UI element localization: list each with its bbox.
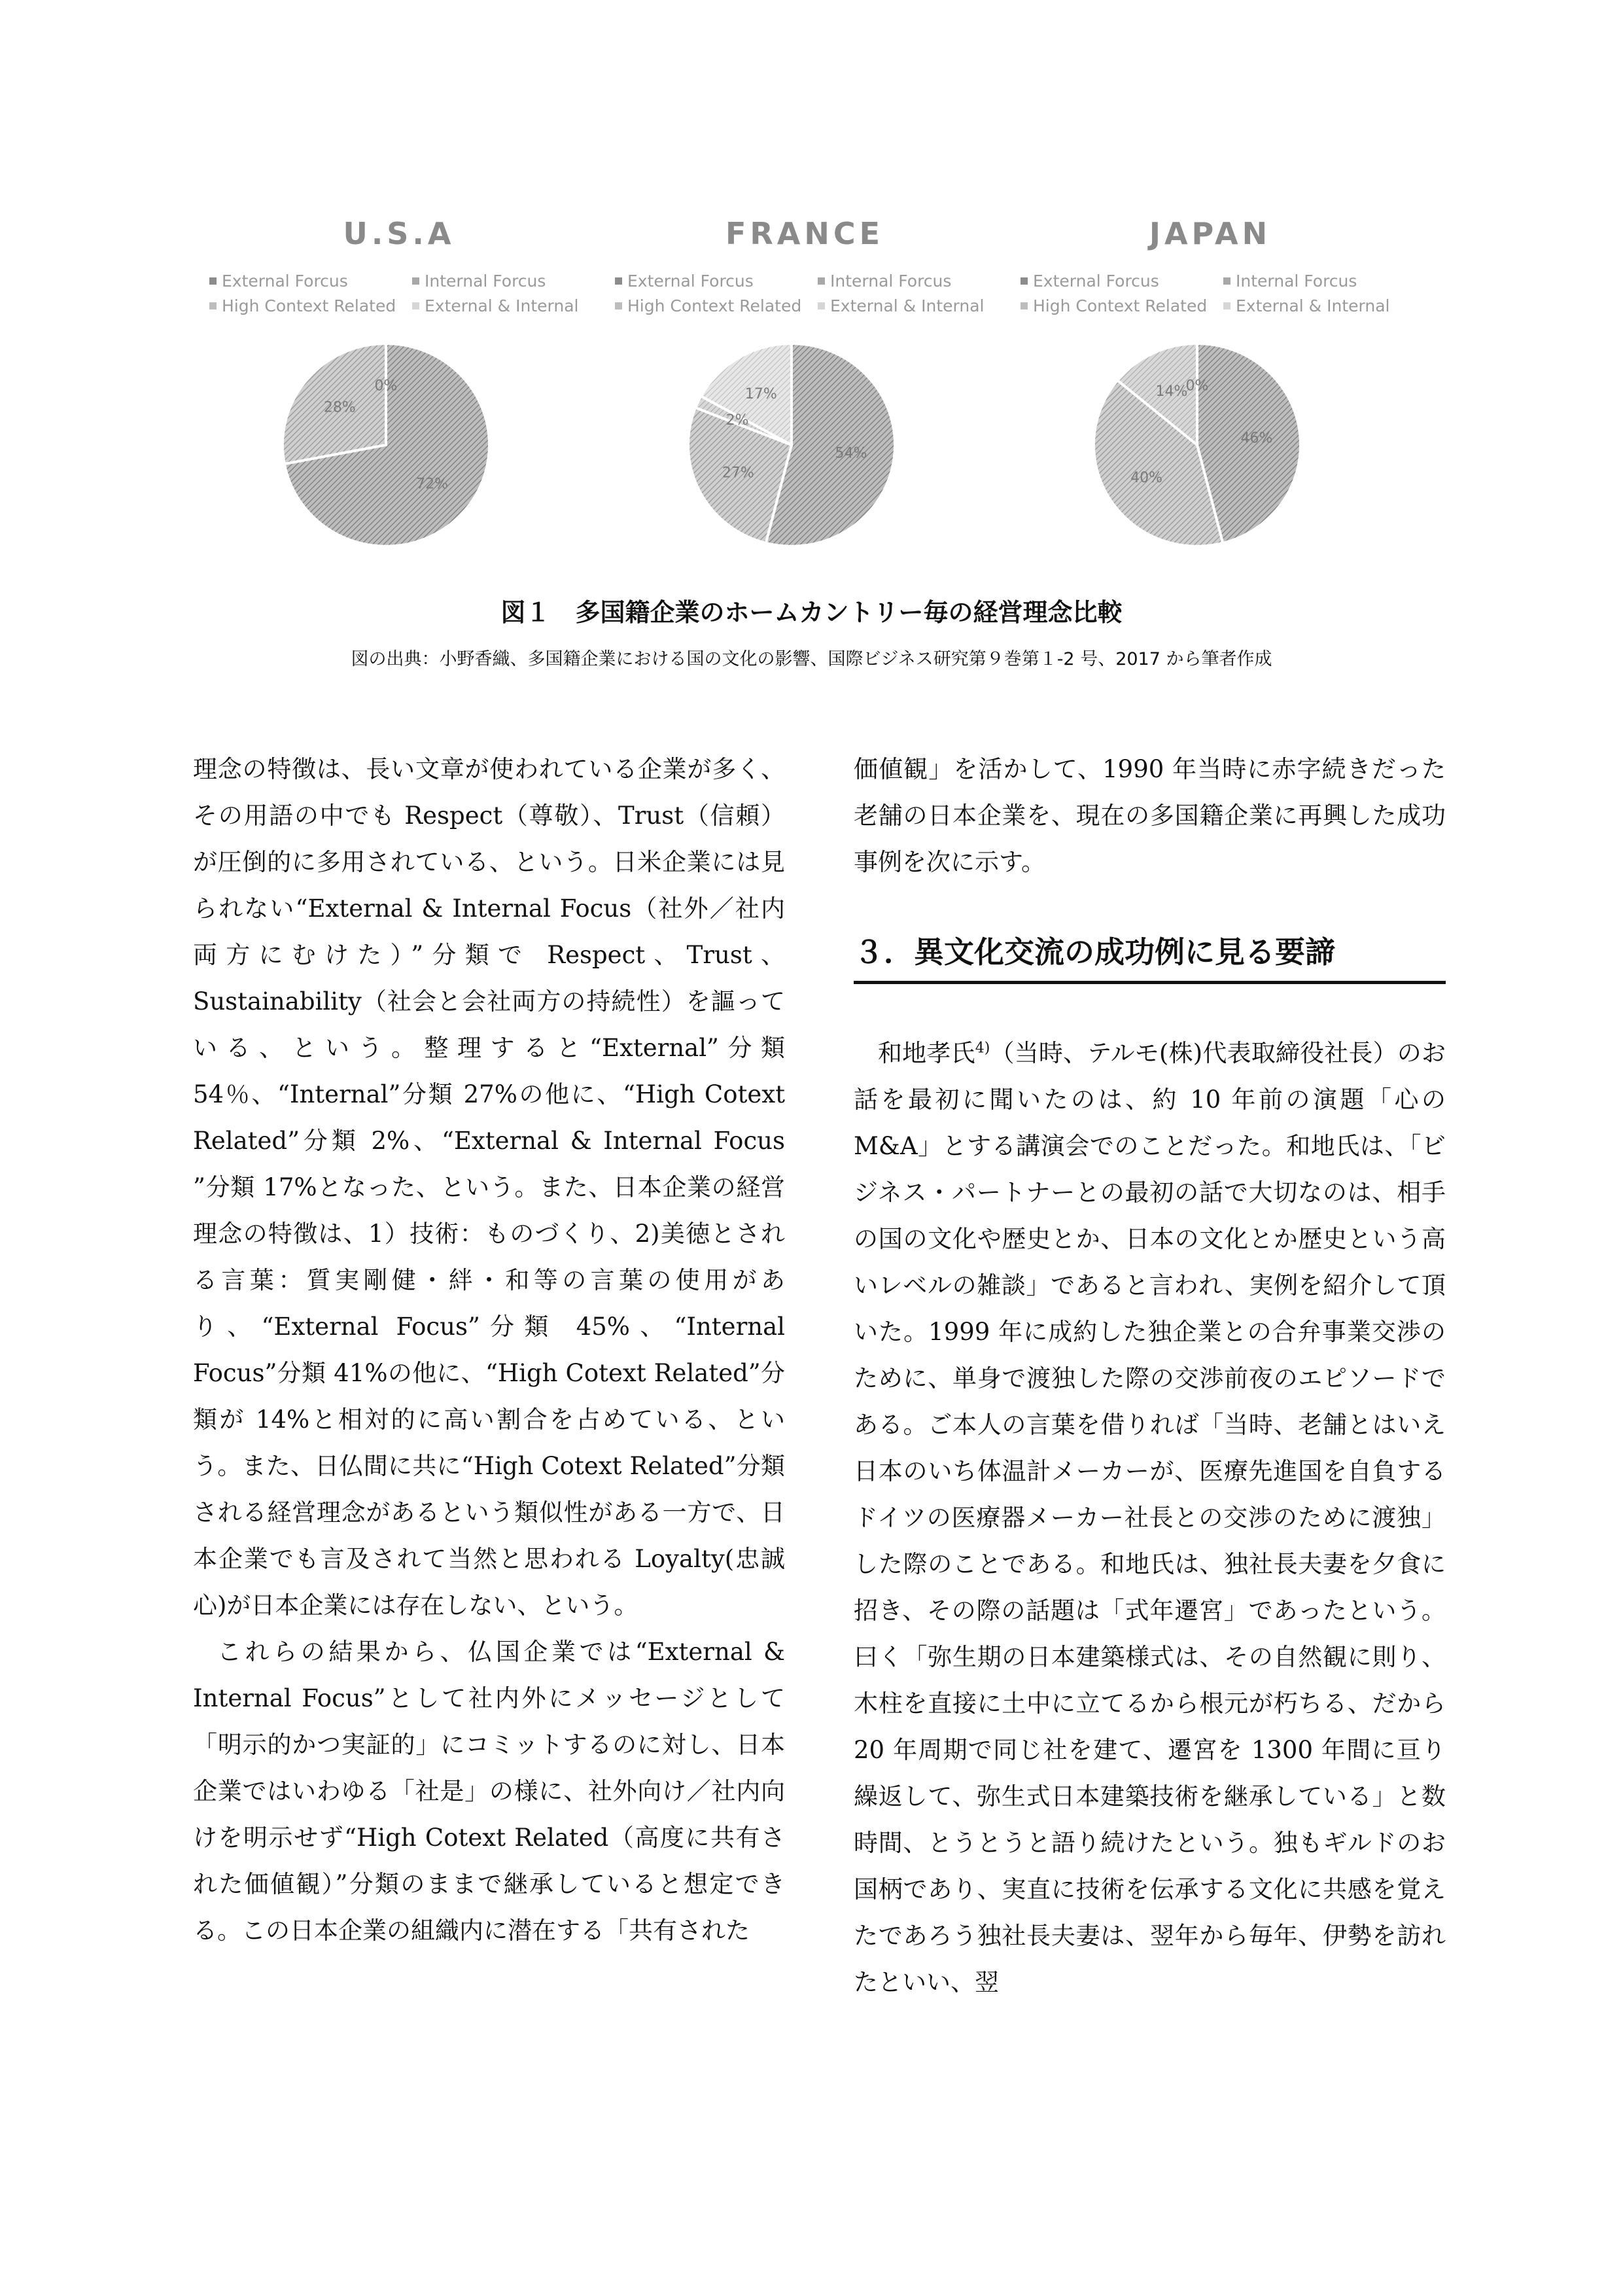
- legend-label: External & Internal: [425, 296, 579, 315]
- legend-item: [209, 296, 396, 315]
- legend-swatch: [1223, 302, 1230, 309]
- data-label: 72%: [416, 476, 449, 493]
- pie: [661, 334, 922, 556]
- data-label: 2%: [725, 412, 749, 429]
- legend-item: [1021, 272, 1159, 291]
- data-label: 0%: [374, 378, 398, 395]
- legend-label: High Context Related: [627, 296, 802, 315]
- legend-label: Internal Forcus: [830, 272, 952, 291]
- legend-label: Internal Forcus: [425, 272, 546, 291]
- pie: [255, 334, 517, 556]
- left-column: [193, 746, 785, 1954]
- data-label: 0%: [1185, 378, 1209, 395]
- legend-item: [209, 272, 348, 291]
- legend-item: [1223, 296, 1389, 315]
- pie: [1066, 334, 1328, 556]
- paragraph: これらの結果から、仏国企業では“External & Internal Focus”として社内外にメッセージとして「明示的かつ実証的」にコミットするのに対し、日本企業ではいわゆる「社是」の様に、社外向け／社内向けを明示せず“High Cotext Related（高度に共有された価値観）”分類のままで継承していると想定できる。この日本企業の組織内に潜在する「共有された: [193, 1638, 785, 1945]
- legend-label: External Forcus: [627, 272, 754, 291]
- figure-source: 図の出典：小野香織、多国籍企業における国の文化の影響、国際ビジネス研究第９巻第１-2 号、2017 から筆者作成: [351, 649, 1272, 669]
- legend-label: External & Internal: [830, 296, 985, 315]
- legend-item: [818, 272, 951, 291]
- legend-swatch: [818, 302, 825, 309]
- legend-swatch: [412, 277, 419, 285]
- data-label: 40%: [1130, 470, 1163, 487]
- legend-swatch: [209, 302, 217, 309]
- paragraph: 理念の特徴は、長い文章が使われている企業が多く、その用語の中でも Respect（尊敬）、Trust（信頼）が圧倒的に多用されている、という。日米企業には見られない“External & Internal Focus（社外／社内両方にむけた）”分類で Respect、Trust、Sustainability（社会と会社両方の持続性）を謳っている、という。整理すると“External”分類 54％、“Internal”分類 27%の他に、“High Cotext Related”分類 2%、“External & Internal Focus ”分類 17%となった、という。また、日本企業の経営理念の特徴は、1）技術：ものづくり、2)美徳とされる言葉：質実剛健・絆・和等の言葉の使用があり、“External Focus”分類 45%、“Internal Focus”分類 41%の他に、“High Cotext Related”分類が 14%と相対的に高い割合を占めている、という。また、日仏間に共に“High Cotext Related”分類される経営理念があるという類似性がある一方で、日本企業でも言及されて当然と思われる Loyalty(忠誠心)が日本企業には存在しない、という。: [193, 755, 785, 1619]
- author-name: 和地孝氏: [878, 1039, 975, 1067]
- legend-label: High Context Related: [1033, 296, 1208, 315]
- legend-item: [1021, 296, 1207, 315]
- paragraph-text: （当時、テルモ(株)代表取締役社長）のお話を最初に聞いたのは、約 10 年前の演題「心の M&A」とする講演会でのことだった。和地氏は、「ビジネス・パートナーとの最初の話で大切なのは、相手の国の文化や歴史とか、日本の文化とか歴史という高いレベルの雑談」であると言われ、実例を紹介して頂いた。1999 年に成約した独企業との合弁事業交渉のために、単身で渡独した際の交渉前夜のエピソードである。ご本人の言葉を借りれば「当時、老舗とはいえ日本のいち体温計メーカーが、医療先進国を自負するドイツの医療器メーカー社長との交渉のために渡独」した際のことである。和地氏は、独社長夫妻を夕食に招き、その際の話題は「式年遷宮」であったという。曰く「弥生期の日本建築様式は、その自然観に則り、木柱を直接に土中に立てるから根元が朽ちる、だから 20 年周期で同じ社を建て、遷宮を 1300 年間に亘り繰返して、弥生式日本建築技術を継承している」と数時間、とうとうと語り続けたという。独もギルドのお国柄であり、実直に技術を伝承する文化に共感を覚えたであろう独社長夫妻は、翌年から毎年、伊勢を訪れたといい、翌: [854, 1039, 1446, 1996]
- paragraph: [854, 1030, 1446, 2005]
- section-heading: ３．異文化交流の成功例に見る要諦: [854, 932, 1446, 984]
- pie-chart-france: [602, 203, 1007, 569]
- data-label: 17%: [744, 386, 777, 403]
- legend-item: [818, 296, 984, 315]
- pie-chart-usa: [196, 203, 602, 569]
- legend-label: External Forcus: [1033, 272, 1159, 291]
- chart-title: U.S.A: [343, 216, 455, 251]
- legend-item: [615, 272, 754, 291]
- legend-swatch: [209, 277, 217, 285]
- data-label: 27%: [722, 465, 754, 482]
- chart-title: JAPAN: [1149, 216, 1272, 251]
- legend-label: External Forcus: [222, 272, 348, 291]
- legend-swatch: [1223, 277, 1230, 285]
- footnote-ref[interactable]: 4): [975, 1040, 990, 1057]
- paragraph: 価値観」を活かして、1990 年当時に赤字続きだった老舗の日本企業を、現在の多国籍企業に再興した成功事例を次に示す。: [854, 755, 1446, 876]
- legend-item: [615, 296, 801, 315]
- legend-item: [1223, 272, 1357, 291]
- chart-title: FRANCE: [725, 216, 884, 251]
- figure-charts: [196, 203, 1413, 569]
- legend-label: External & Internal: [1236, 296, 1390, 315]
- data-label: 28%: [323, 399, 356, 416]
- legend-label: Internal Forcus: [1236, 272, 1357, 291]
- data-label: 54%: [835, 445, 867, 462]
- figure-caption: 図１ 多国籍企業のホームカントリー毎の経営理念比較: [500, 598, 1123, 627]
- data-label: 14%: [1155, 383, 1188, 400]
- legend-swatch: [1021, 277, 1028, 285]
- legend-swatch: [615, 277, 622, 285]
- legend-swatch: [818, 277, 825, 285]
- legend-item: [412, 272, 546, 291]
- legend-swatch: [1021, 302, 1028, 309]
- right-column: [854, 746, 1446, 2005]
- legend-swatch: [615, 302, 622, 309]
- legend-item: [412, 296, 578, 315]
- data-label: 46%: [1240, 430, 1273, 447]
- pie-chart-japan: [1007, 203, 1413, 569]
- legend-label: High Context Related: [222, 296, 396, 315]
- legend-swatch: [412, 302, 419, 309]
